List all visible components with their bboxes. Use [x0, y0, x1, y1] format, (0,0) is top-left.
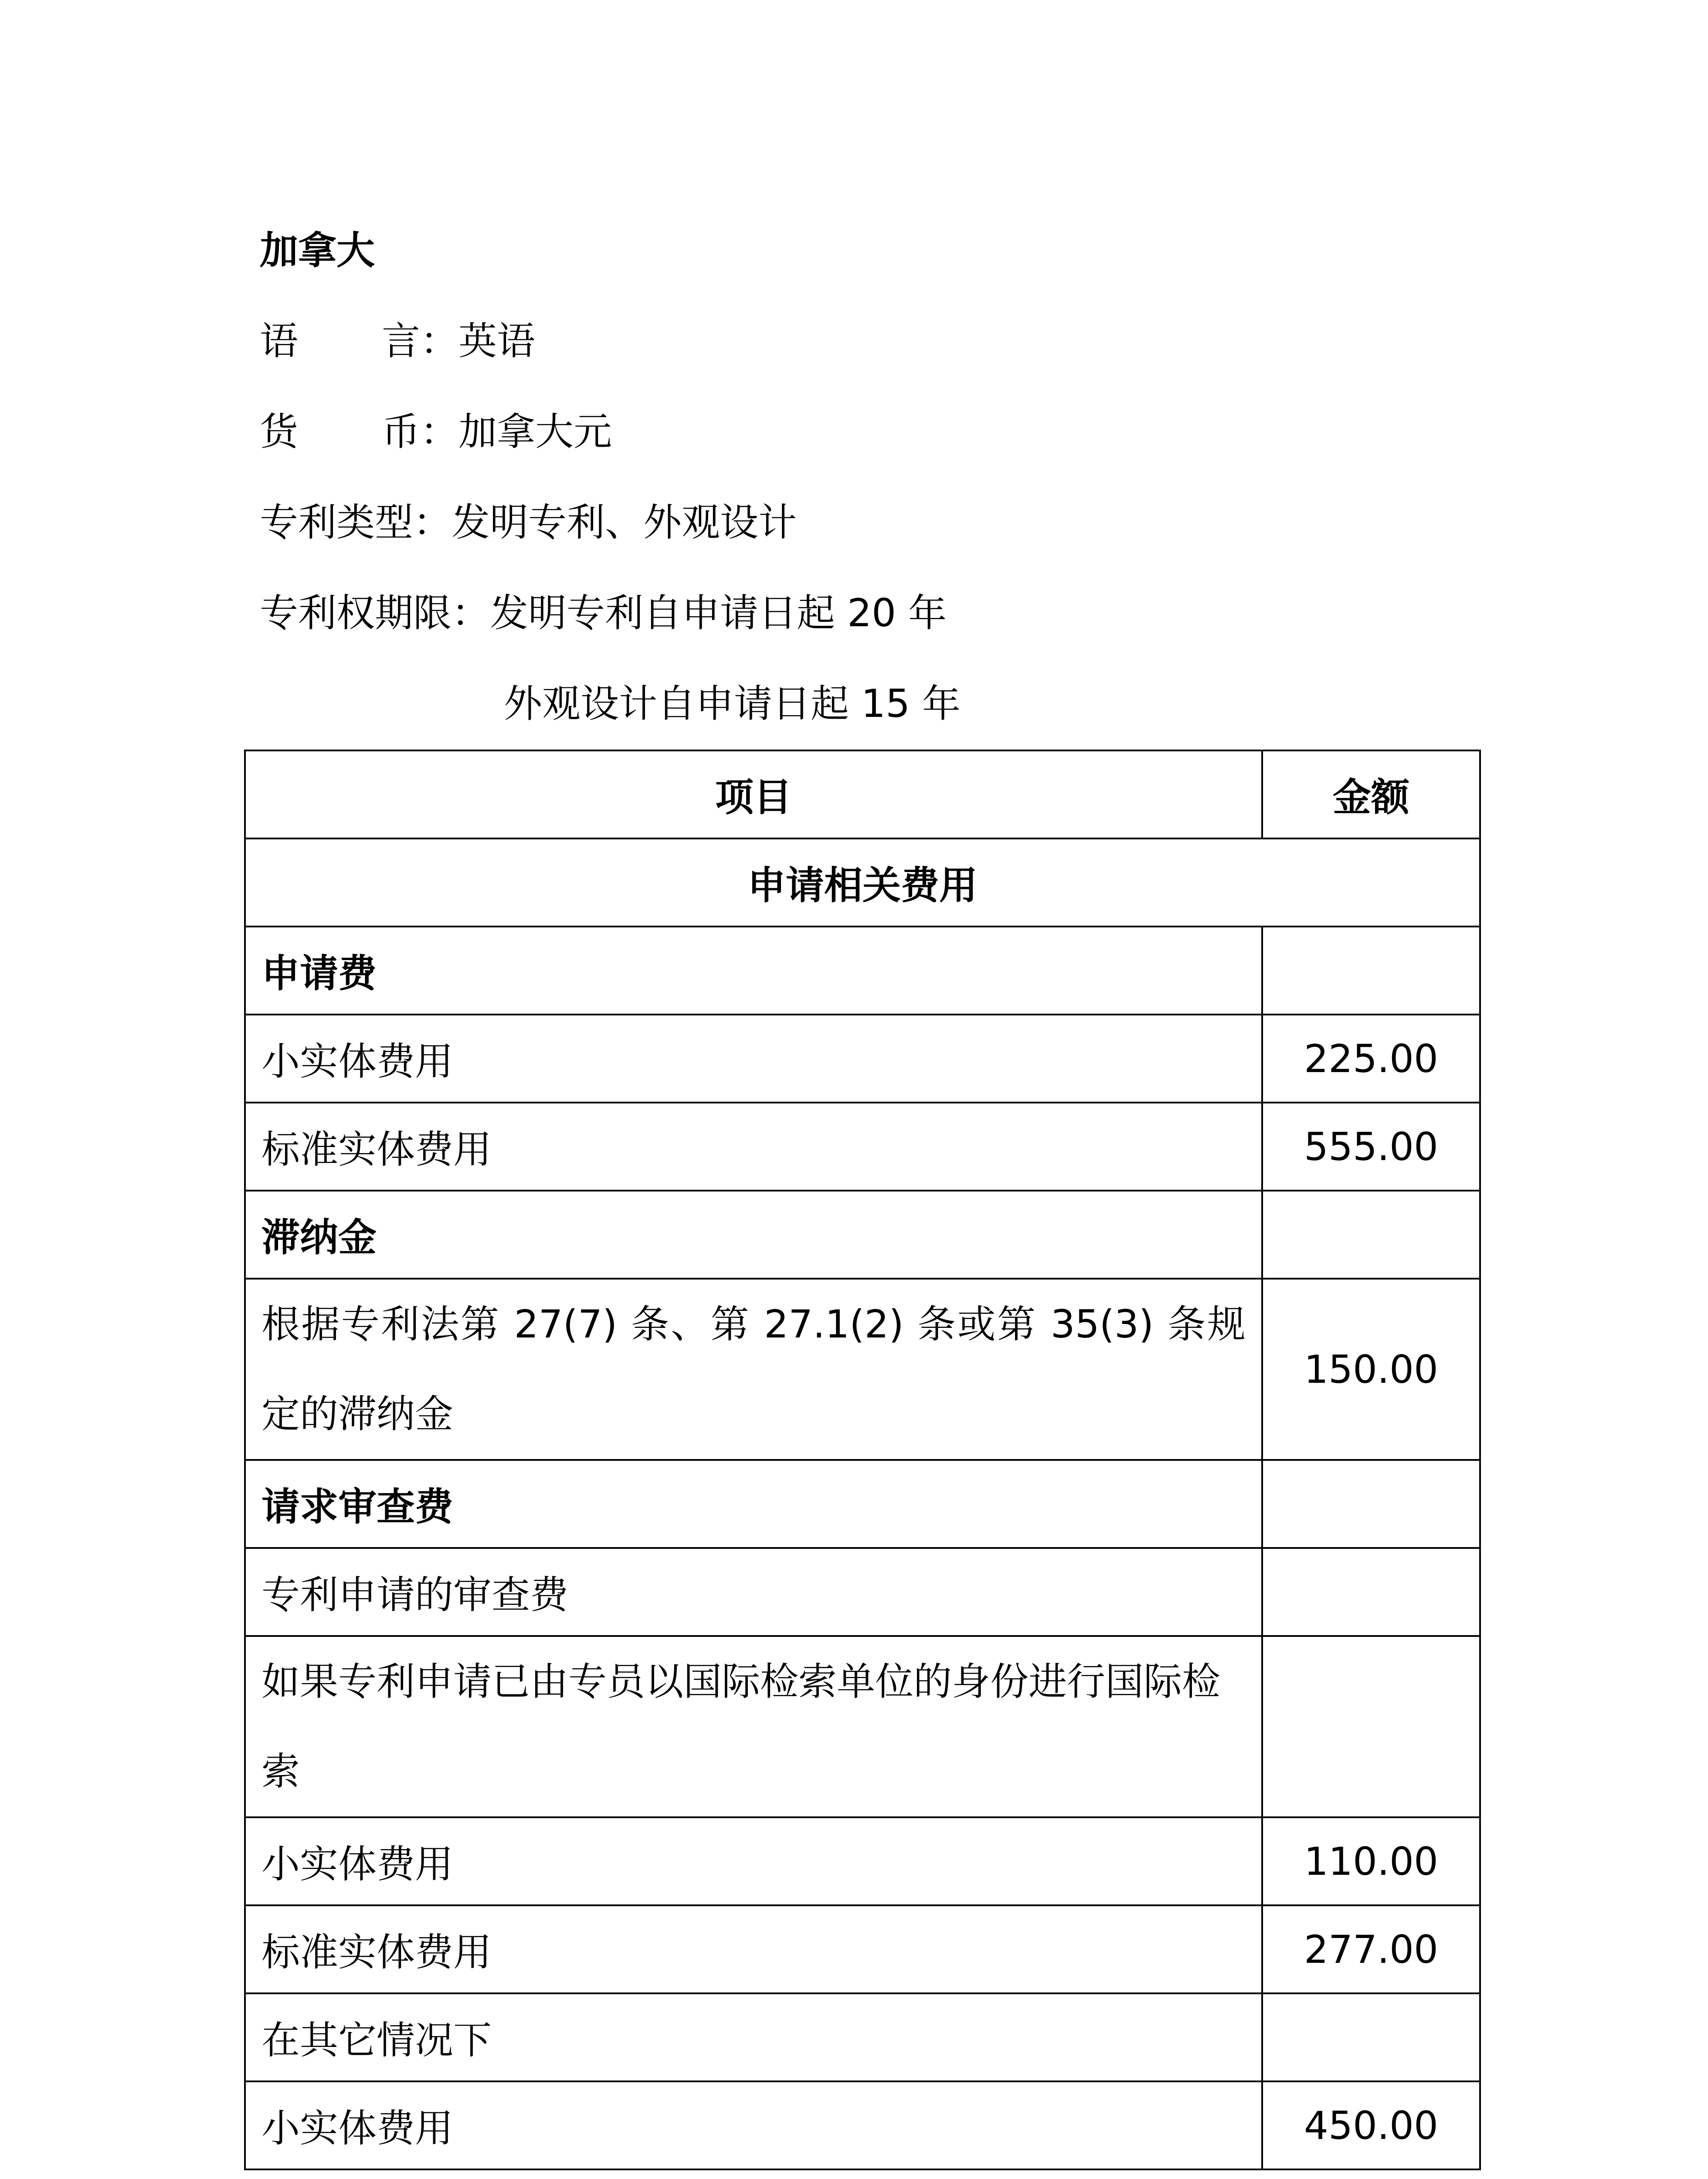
table-row: [245, 927, 1480, 1015]
row-item: 如果专利申请已由专员以国际检索单位的身份进行国际检索: [245, 1636, 1262, 1817]
language-value: 英语: [458, 319, 536, 363]
currency-colon: ：: [420, 409, 459, 454]
table-header-row: [245, 750, 1480, 838]
row-item: 小实体费用: [245, 1015, 1262, 1103]
currency-value: 加拿大元: [458, 409, 612, 454]
fee-table: [244, 750, 1481, 2170]
row-amount: [1262, 1460, 1480, 1548]
row-amount: 225.00: [1262, 1015, 1480, 1103]
term-value-2: 外观设计自申请日起 15 年: [504, 681, 961, 726]
term-value-1: 发明专利自申请日起 20 年: [490, 591, 947, 635]
row-item: 标准实体费用: [245, 1103, 1262, 1191]
currency-line: [260, 408, 612, 456]
language-label-a: 语: [260, 319, 299, 363]
term-label: 专利权期限: [260, 591, 452, 635]
row-amount: 110.00: [1262, 1817, 1480, 1905]
patent-types-colon: ：: [413, 500, 452, 545]
row-amount: [1262, 927, 1480, 1015]
table-row: [245, 1905, 1480, 1993]
row-amount: [1262, 1191, 1480, 1279]
currency-label-a: 货: [260, 409, 299, 454]
language-line: [260, 317, 535, 365]
table-row: [245, 1103, 1480, 1191]
header-amount: 金额: [1262, 750, 1480, 838]
row-item: 小实体费用: [245, 2081, 1262, 2169]
table-row: [245, 1015, 1480, 1103]
row-item: 在其它情况下: [245, 1993, 1262, 2081]
row-amount: 450.00: [1262, 2081, 1480, 2169]
row-item: 滞纳金: [245, 1191, 1262, 1279]
section-title: 申请相关费用: [245, 838, 1480, 927]
row-amount: [1262, 1993, 1480, 2081]
table-row: [245, 1548, 1480, 1636]
row-item: 请求审查费: [245, 1460, 1262, 1548]
row-item: 专利申请的审查费: [245, 1548, 1262, 1636]
row-item: 申请费: [245, 927, 1262, 1015]
header-item: 项目: [245, 750, 1262, 838]
patent-types-label: 专利类型: [260, 500, 414, 545]
row-item: 小实体费用: [245, 1817, 1262, 1905]
row-amount: 555.00: [1262, 1103, 1480, 1191]
language-colon: ：: [420, 319, 459, 363]
term-line-2: [504, 680, 961, 728]
country-title: 加拿大: [260, 228, 375, 273]
row-amount: 277.00: [1262, 1905, 1480, 1993]
currency-label-b: 币: [382, 409, 421, 454]
term-colon: ：: [452, 591, 490, 635]
row-amount: 150.00: [1262, 1279, 1480, 1460]
row-amount: [1262, 1548, 1480, 1636]
patent-types-value: 发明专利、外观设计: [452, 500, 797, 545]
table-row: [245, 1993, 1480, 2081]
row-item: 根据专利法第 27(7) 条、第 27.1(2) 条或第 35(3) 条规定的滞纳金: [245, 1279, 1262, 1460]
row-amount: [1262, 1636, 1480, 1817]
patent-types-line: [260, 499, 797, 546]
table-row: [245, 1817, 1480, 1905]
table-row: [245, 2081, 1480, 2169]
section-row: [245, 838, 1480, 927]
row-item: 标准实体费用: [245, 1905, 1262, 1993]
table-row: [245, 1279, 1480, 1460]
table-row: [245, 1460, 1480, 1548]
term-line: [260, 589, 947, 637]
table-row: [245, 1636, 1480, 1817]
table-row: [245, 1191, 1480, 1279]
language-label-b: 言: [382, 319, 421, 363]
